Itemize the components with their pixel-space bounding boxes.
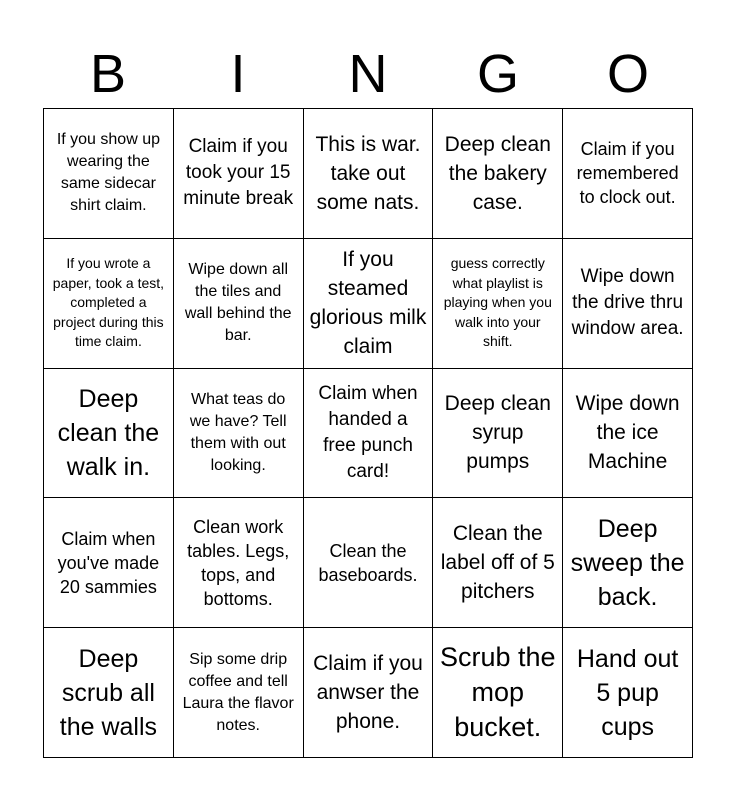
- bingo-cell[interactable]: Clean the baseboards.: [304, 498, 434, 628]
- bingo-cell[interactable]: Wipe down the drive thru window area.: [563, 239, 693, 369]
- bingo-cell[interactable]: Wipe down all the tiles and wall behind the bar.: [174, 239, 304, 369]
- header-letter-o: O: [606, 44, 649, 104]
- bingo-cell[interactable]: Claim when handed a free punch card!: [304, 369, 434, 499]
- bingo-cell[interactable]: If you wrote a paper, took a test, completed a project during this time claim.: [44, 239, 174, 369]
- header-letter-i: I: [230, 44, 246, 104]
- bingo-cell[interactable]: Deep clean the walk in.: [44, 369, 174, 499]
- bingo-cell[interactable]: Wipe down the ice Machine: [563, 369, 693, 499]
- bingo-cell[interactable]: Scrub the mop bucket.: [433, 628, 563, 758]
- bingo-cell[interactable]: Deep sweep the back.: [563, 498, 693, 628]
- bingo-cell[interactable]: Deep clean the bakery case.: [433, 109, 563, 239]
- bingo-cell[interactable]: guess correctly what playlist is playing when you walk into your shift.: [433, 239, 563, 369]
- bingo-cell[interactable]: Deep scrub all the walls: [44, 628, 174, 758]
- header-letter-b: B: [89, 44, 127, 104]
- bingo-grid: [43, 108, 693, 758]
- bingo-header: [43, 40, 693, 108]
- bingo-cell[interactable]: Deep clean syrup pumps: [433, 369, 563, 499]
- bingo-cell[interactable]: If you steamed glorious milk claim: [304, 239, 434, 369]
- bingo-cell[interactable]: Clean work tables. Legs, tops, and bottoms.: [174, 498, 304, 628]
- bingo-cell[interactable]: Claim when you've made 20 sammies: [44, 498, 174, 628]
- bingo-cell[interactable]: If you show up wearing the same sidecar shirt claim.: [44, 109, 174, 239]
- bingo-cell[interactable]: Clean the label off of 5 pitchers: [433, 498, 563, 628]
- bingo-cell[interactable]: Sip some drip coffee and tell Laura the flavor notes.: [174, 628, 304, 758]
- bingo-cell[interactable]: Claim if you remembered to clock out.: [563, 109, 693, 239]
- bingo-cell[interactable]: What teas do we have? Tell them with out looking.: [174, 369, 304, 499]
- header-letter-n: N: [348, 44, 388, 104]
- bingo-cell[interactable]: Claim if you took your 15 minute break: [174, 109, 304, 239]
- bingo-cell[interactable]: Hand out 5 pup cups: [563, 628, 693, 758]
- bingo-cell[interactable]: This is war. take out some nats.: [304, 109, 434, 239]
- bingo-cell[interactable]: Claim if you anwser the phone.: [304, 628, 434, 758]
- header-letter-g: G: [476, 44, 519, 104]
